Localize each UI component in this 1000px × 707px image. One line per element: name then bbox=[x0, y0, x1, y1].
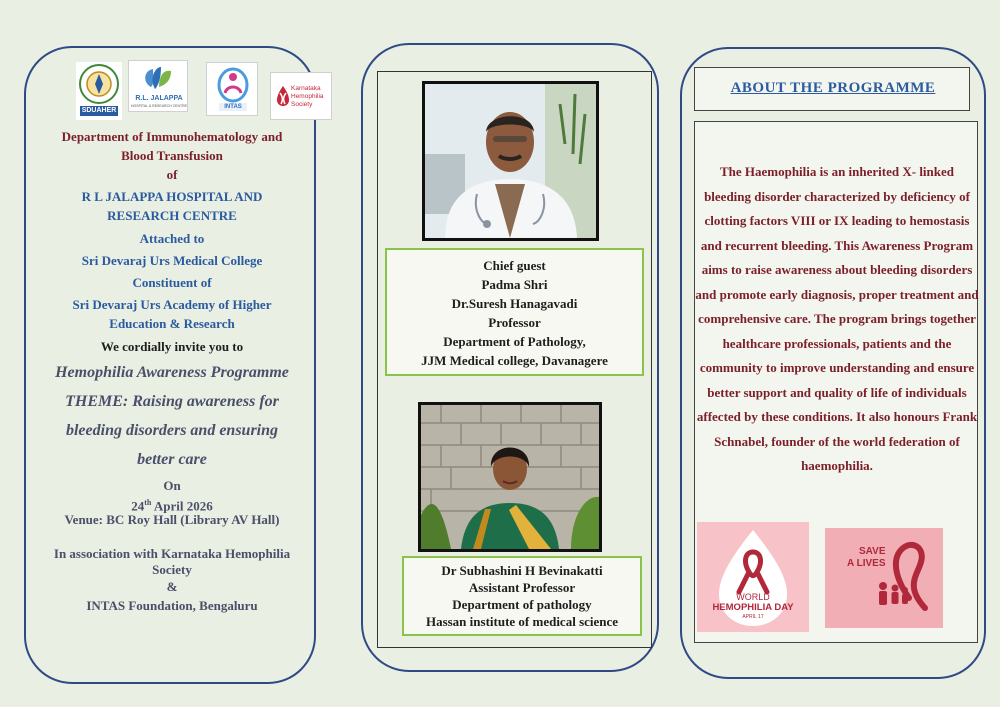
venue-text: Venue: BC Roy Hall (Library AV Hall) bbox=[64, 512, 280, 527]
image1-line1: WORLD bbox=[736, 592, 770, 602]
image2-line2: A LIVES bbox=[847, 558, 886, 569]
intas-logo-text: INTAS bbox=[224, 104, 242, 110]
chief-guest-college: JJM Medical college, Davanagere bbox=[421, 353, 608, 368]
constituent-of: Constituent of bbox=[132, 275, 212, 290]
save-a-lives-image bbox=[825, 528, 943, 628]
speaker-name: Dr Subhashini H Bevinakatti bbox=[441, 563, 603, 578]
karnataka-hemophilia-logo bbox=[270, 72, 332, 120]
chief-guest-dept: Department of Pathology, bbox=[443, 334, 586, 349]
chief-guest-label: Chief guest bbox=[483, 258, 546, 273]
theme-line3: better care bbox=[137, 451, 207, 468]
theme-line1: THEME: Raising awareness for bbox=[65, 393, 279, 410]
chief-guest-box bbox=[385, 248, 644, 376]
academy-line1: Sri Devaraj Urs Academy of Higher bbox=[72, 297, 272, 312]
speaker-college: Hassan institute of medical science bbox=[425, 614, 619, 629]
image1-line3: APRIL 17 bbox=[742, 614, 764, 620]
about-body-text: The Haemophilia is an inherited X- linked bleeding disorder characterized by deficiency of clotting factors VIII or IX leading to hemostasis and recurrent bleeding. This Awareness Program aims to raise awareness about bleeding disorders and promote early diagnosis, proper treatment and comprehensive care. The program brings together healthcare professionals, patients and the community to improve understanding and ensure better support and quality of life of individuals affected by these conditions. It also honours Frank Schnabel, founder of the world federation of haemophilia. bbox=[695, 164, 979, 473]
middle-inner-frame bbox=[377, 71, 652, 648]
assoc-line2: Society bbox=[152, 562, 192, 577]
chief-guest-role: Professor bbox=[488, 315, 541, 330]
about-heading: ABOUT THE PROGRAMME bbox=[730, 80, 936, 96]
about-heading-box bbox=[694, 67, 970, 111]
academy-line2: Education & Research bbox=[109, 316, 235, 331]
date-suffix: th bbox=[144, 498, 152, 507]
date-day: 24 bbox=[131, 498, 145, 514]
chief-guest-title: Padma Shri bbox=[481, 277, 548, 292]
invite-text: We cordially invite you to bbox=[100, 339, 244, 354]
world-hemophilia-day-image bbox=[697, 522, 809, 632]
assoc-line1: In association with Karnataka Hemophilia bbox=[53, 546, 291, 561]
right-panel bbox=[680, 47, 986, 679]
attached-to: Attached to bbox=[139, 231, 205, 246]
speaker-dept: Department of pathology bbox=[452, 597, 592, 612]
speaker-role: Assistant Professor bbox=[468, 580, 576, 595]
speaker-photo bbox=[418, 402, 602, 552]
image2-line1: SAVE bbox=[859, 546, 886, 557]
hospital-line2: RESEARCH CENTRE bbox=[107, 208, 237, 223]
dept-line2: Blood Transfusion bbox=[121, 148, 223, 163]
college-name: Sri Devaraj Urs Medical College bbox=[81, 253, 263, 268]
about-body-box bbox=[694, 121, 978, 643]
chief-guest-photo bbox=[422, 81, 599, 241]
left-panel bbox=[24, 46, 324, 684]
rl-jalappa-logo-text: R.L. JALAPPA bbox=[135, 95, 183, 102]
assoc-line3: INTAS Foundation, Bengaluru bbox=[86, 598, 258, 613]
date-rest: April 2026 bbox=[151, 498, 213, 514]
karnataka-hemophilia-logo-text: Karnataka Hemophilia Society bbox=[291, 85, 324, 108]
sduaher-logo-text: SDUAHER bbox=[81, 107, 117, 114]
rl-jalappa-logo bbox=[128, 60, 188, 112]
rl-jalappa-logo-subtext: HOSPITAL & RESEARCH CENTRE bbox=[130, 104, 187, 108]
hospital-line1: R L JALAPPA HOSPITAL AND bbox=[81, 189, 263, 204]
speaker-box bbox=[402, 556, 642, 636]
middle-panel bbox=[361, 43, 659, 672]
intas-logo bbox=[206, 62, 258, 116]
programme-title: Hemophilia Awareness Programme bbox=[55, 364, 289, 381]
ampersand-text: & bbox=[166, 579, 178, 594]
on-text: On bbox=[163, 478, 181, 493]
chief-guest-name: Dr.Suresh Hanagavadi bbox=[451, 296, 578, 311]
image1-line2: HEMOPHILIA DAY bbox=[712, 602, 794, 613]
of-text: of bbox=[166, 167, 178, 182]
dept-line1: Department of Immunohematology and bbox=[61, 129, 283, 144]
sduaher-logo bbox=[76, 62, 122, 120]
theme-line2: bleeding disorders and ensuring bbox=[65, 422, 279, 439]
